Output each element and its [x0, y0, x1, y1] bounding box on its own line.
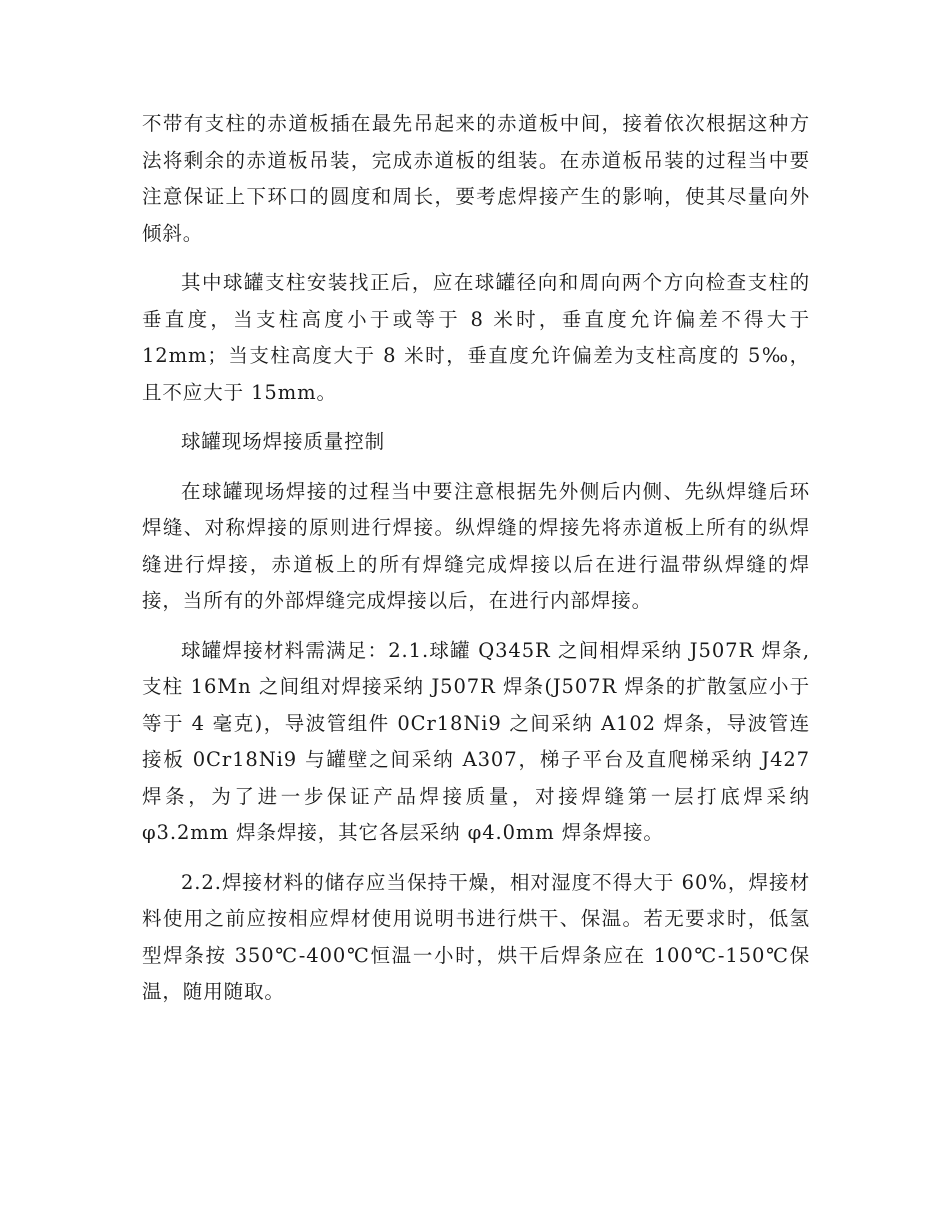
paragraph-equator-plate-assembly: 不带有支柱的赤道板插在最先吊起来的赤道板中间，接着依次根据这种方法将剩余的赤道板吊装，完成赤道板的组装。在赤道板吊装的过程当中要注意保证上下环口的圆度和周长，要考虑焊接产生的影响，使其尽量向外倾斜。 — [142, 112, 810, 245]
paragraph-welding-sequence: 在球罐现场焊接的过程当中要注意根据先外侧后内侧、先纵焊缝后环焊缝、对称焊接的原则进行焊接。纵焊缝的焊接先将赤道板上所有的纵焊缝进行焊接，赤道板上的所有焊缝完成焊接以后在进行温带纵焊缝的焊接，当所有的外部焊缝完成焊接以后，在进行内部焊接。 — [142, 479, 810, 612]
section-heading-welding-quality: 球罐现场焊接质量控制 — [181, 430, 386, 453]
paragraph-support-column-verticality: 其中球罐支柱安装找正后，应在球罐径向和周向两个方向检查支柱的垂直度，当支柱高度小于或等于 8 米时，垂直度允许偏差不得大于 12mm；当支柱高度大于 8 米时，垂直度允许偏差为支柱高度的 5‰，且不应大于 15mm。 — [142, 271, 810, 404]
document-body — [142, 106, 810, 1024]
paragraph-welding-materials: 球罐焊接材料需满足：2.1.球罐 Q345R 之间相焊采纳 J507R 焊条,支柱 16Mn 之间组对焊接采纳 J507R 焊条(J507R 焊条的扩散氢应小于等于 4 毫克)，导波管组件 0Cr18Ni9 之间采纳 A102 焊条，导波管连接板 0Cr18Ni9 与罐壁之间采纳 A307，梯子平台及直爬梯采纳 J427 焊条，为了进一步保证产品焊接质量，对接焊缝第一层打底焊采纳 φ3.2mm 焊条焊接，其它各层采纳 φ4.0mm 焊条焊接。 — [142, 638, 810, 844]
paragraph-material-storage: 2.2.焊接材料的储存应当保持干燥，相对湿度不得大于 60%，焊接材料使用之前应按相应焊材使用说明书进行烘干、保温。若无要求时，低氢型焊条按 350℃-400℃恒温一小时，烘干后焊条应在 100℃-150℃保温，随用随取。 — [142, 870, 810, 1003]
